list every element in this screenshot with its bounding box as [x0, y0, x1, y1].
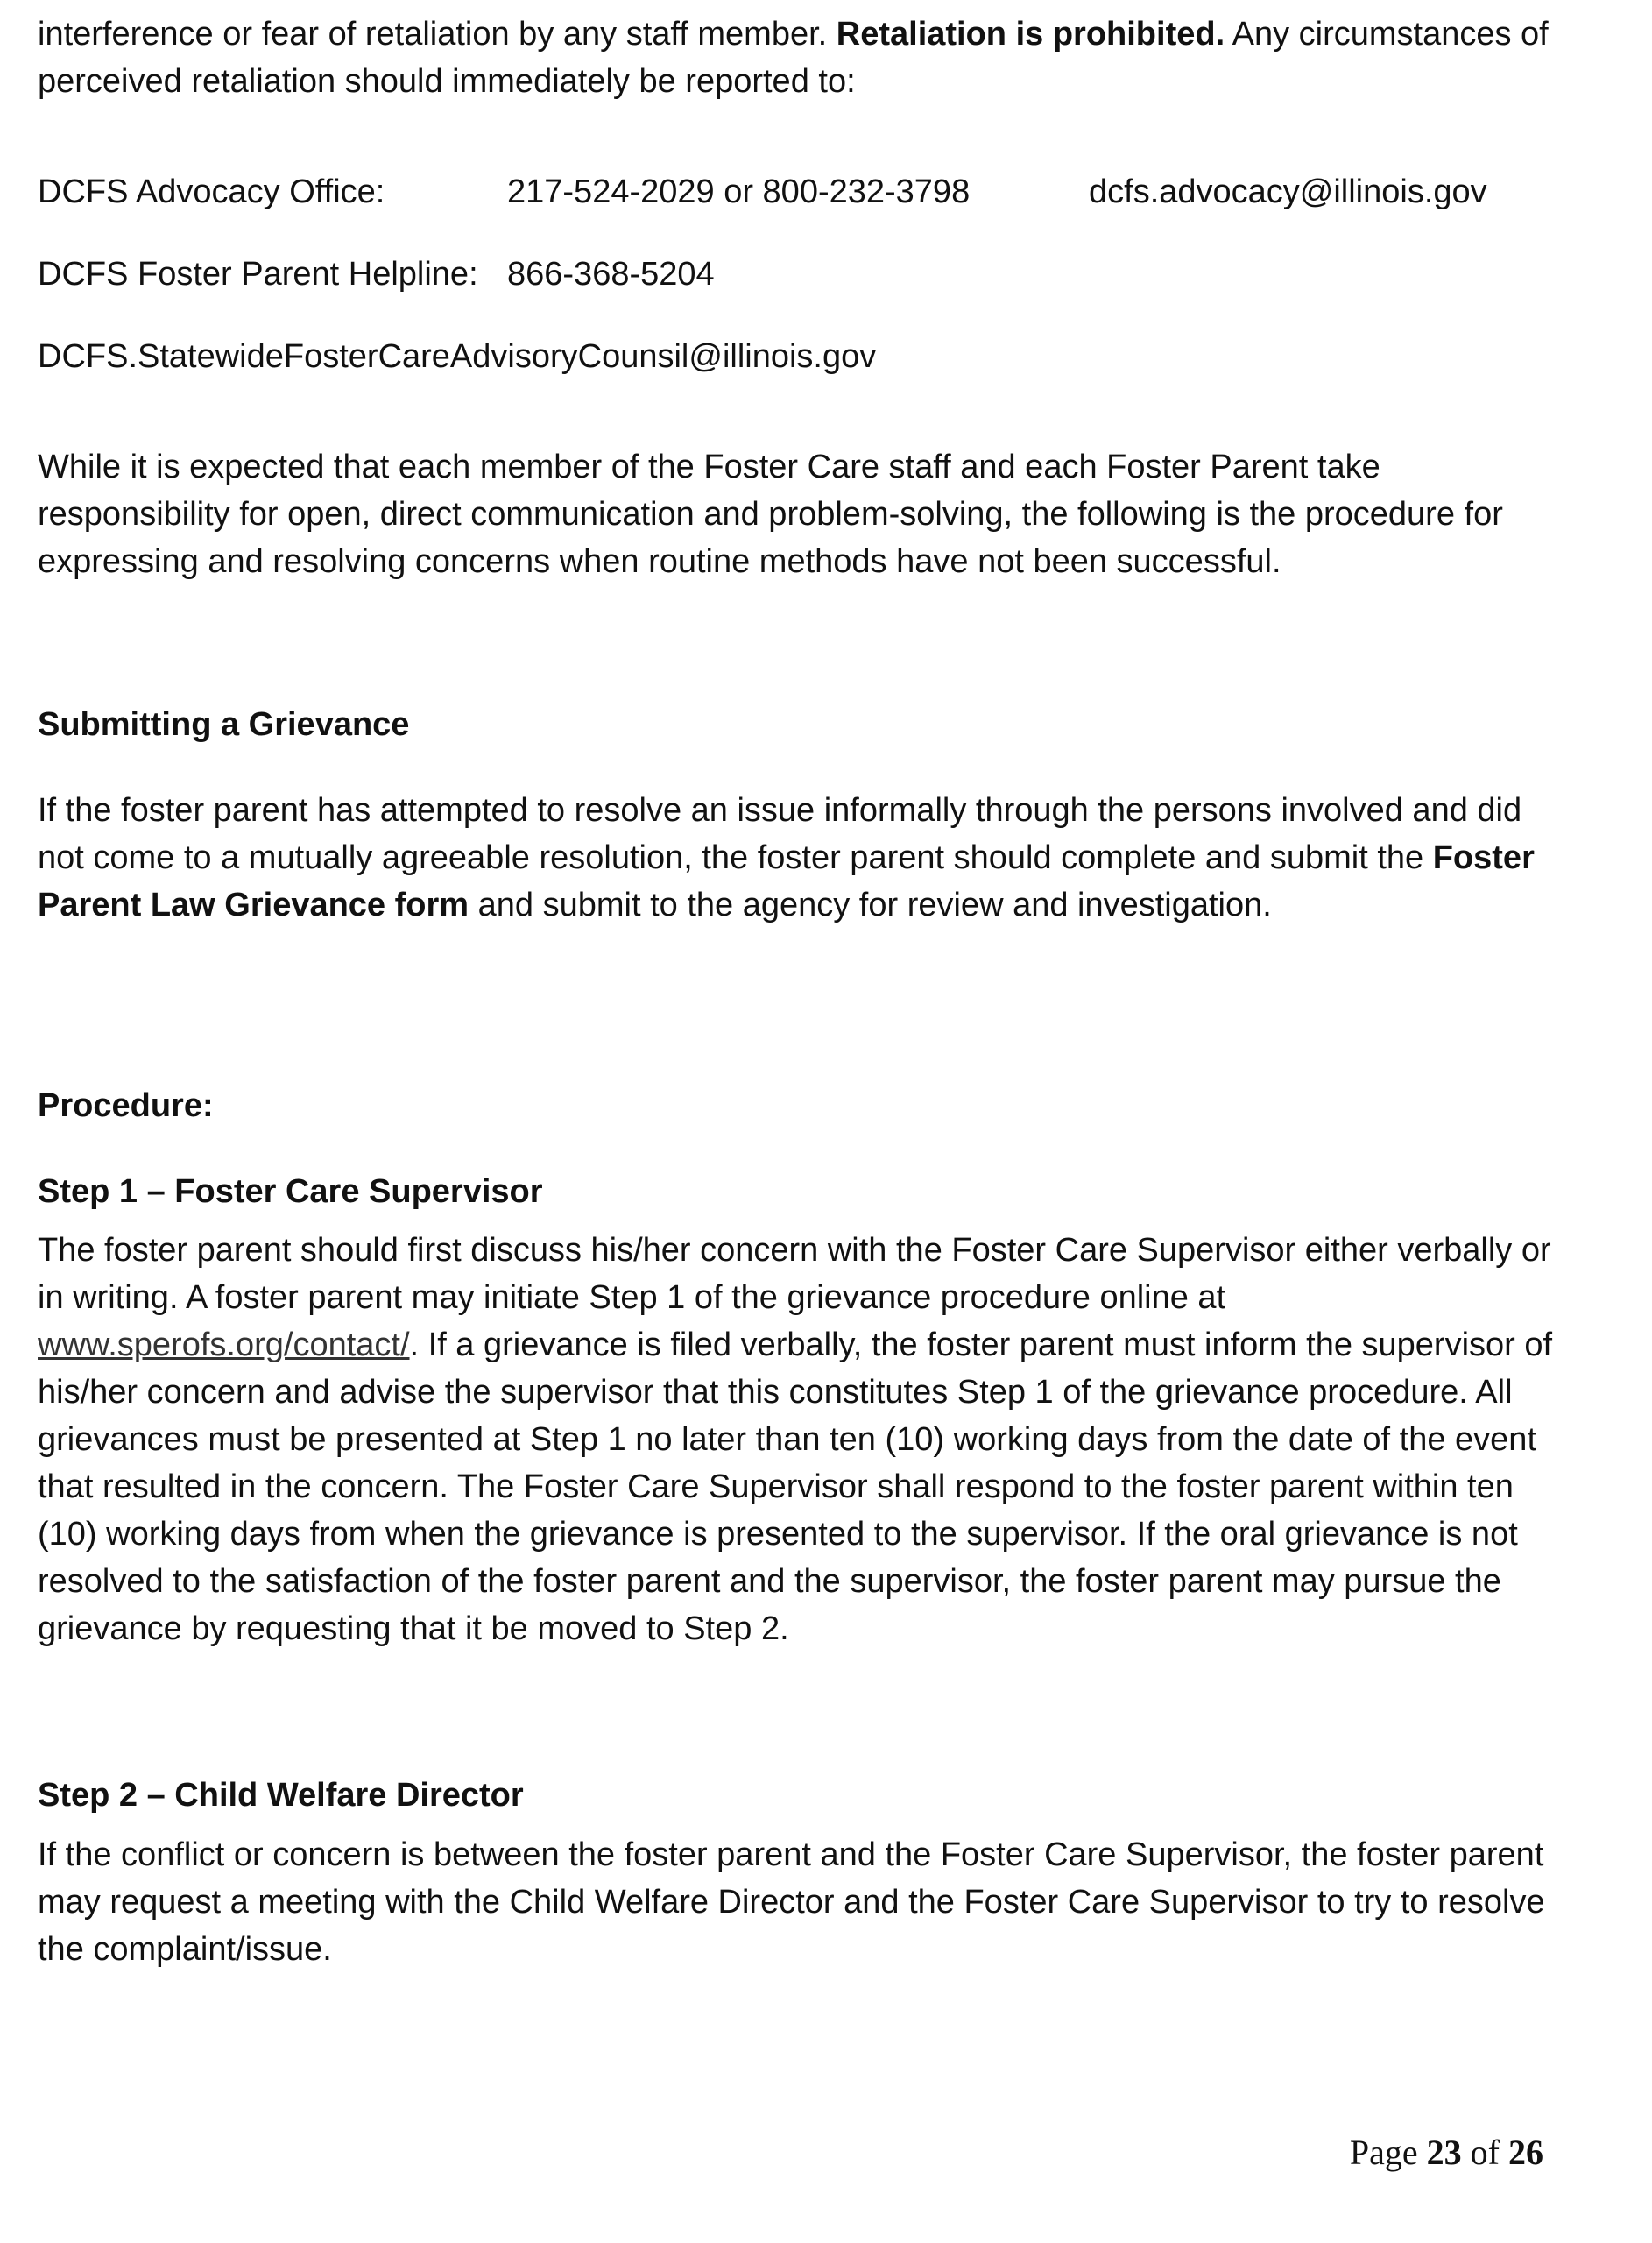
helpline-label: DCFS Foster Parent Helpline:	[38, 256, 478, 293]
submitting-grievance-heading: Submitting a Grievance	[38, 706, 410, 743]
helpline-phone: 866-368-5204	[507, 256, 715, 293]
council-email: DCFS.StatewideFosterCareAdvisoryCounsil@illinois.gov	[38, 338, 877, 375]
current-page-number: 23	[1426, 2133, 1462, 2172]
retaliation-text: interference or fear of retaliation by any staff member.	[38, 16, 837, 53]
page-word: Page	[1349, 2133, 1418, 2172]
step1-paragraph	[38, 1227, 1571, 1652]
step2-heading: Step 2 – Child Welfare Director	[38, 1777, 524, 1814]
step1-text-continued: . If a grievance is filed verbally, the foster parent must inform the supervisor of his/her concern and advise the supervisor that this constitutes Step 1 of the grievance procedure. All grievances must be presented at Step 1 no later than ten (10) working days from the date of the event that resulted in the concern. The Foster Care Supervisor shall respond to the foster parent within ten (10) working days from when the grievance is presented to the supervisor. If the oral grievance is not resolved to the satisfaction of the foster parent and the supervisor, the foster parent may pursue the grievance by requesting that it be moved to Step 2.	[38, 1327, 1553, 1647]
contact-link[interactable]: www.sperofs.org/contact/	[38, 1327, 410, 1363]
grievance-paragraph	[38, 787, 1571, 929]
retaliation-text-continued: Any circumstances of perceived retaliation should immediately be reported to:	[38, 16, 1549, 100]
total-pages-number: 26	[1508, 2133, 1543, 2172]
grievance-text-continued: and submit to the agency for review and investigation.	[469, 887, 1272, 923]
step1-text: The foster parent should first discuss his/her concern with the Foster Care Supervisor either verbally or in writing. A foster parent may initiate Step 1 of the grievance procedure online at	[38, 1232, 1551, 1316]
step2-paragraph: If the conflict or concern is between the foster parent and the Foster Care Supervisor, the foster parent may request a meeting with the Child Welfare Director and the Foster Care Supervisor to try to resolve the complaint/issue.	[38, 1836, 1545, 1968]
advocacy-phone: 217-524-2029 or 800-232-3798	[507, 173, 971, 210]
step1-heading: Step 1 – Foster Care Supervisor	[38, 1173, 543, 1210]
procedure-heading: Procedure:	[38, 1087, 214, 1124]
expectation-paragraph: While it is expected that each member of the Foster Care staff and each Foster Parent take responsibility for open, direct communication and problem-solving, the following is the procedure for expressing and resolving concerns when routine methods have not been successful.	[38, 449, 1503, 580]
of-word: of	[1470, 2133, 1500, 2172]
retaliation-paragraph	[38, 11, 1571, 105]
grievance-text: If the foster parent has attempted to resolve an issue informally through the persons involved and did not come to a mutually agreeable resolution, the foster parent should complete and submit the	[38, 792, 1522, 876]
advocacy-email: dcfs.advocacy@illinois.gov	[1089, 173, 1487, 210]
grievance-form-name: Foster Parent Law Grievance form	[38, 839, 1535, 923]
advocacy-label: DCFS Advocacy Office:	[38, 173, 385, 210]
page-number	[1350, 2129, 1543, 2176]
retaliation-prohibited-bold: Retaliation is prohibited.	[836, 16, 1225, 53]
